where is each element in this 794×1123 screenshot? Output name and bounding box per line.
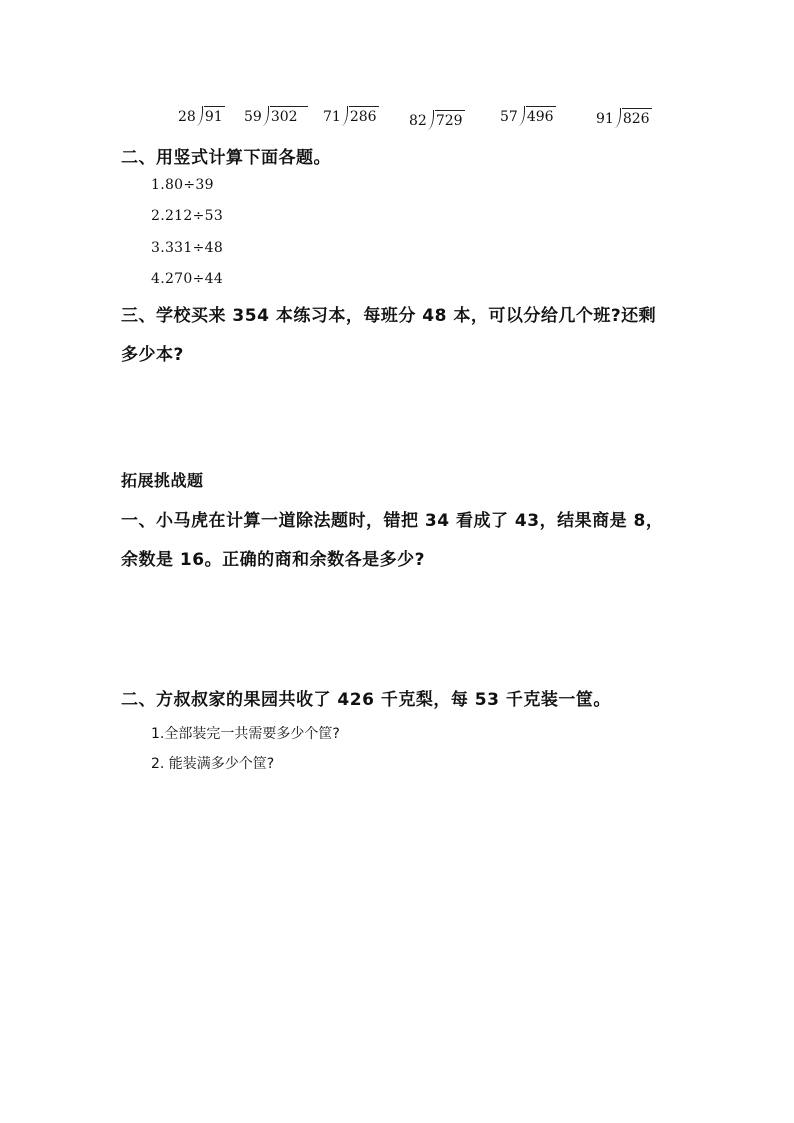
division-bracket (341, 106, 348, 126)
sub-question: 2. 能装满多少个筐? (151, 756, 275, 772)
division-bracket (427, 110, 434, 130)
word-problem-line: 三、学校买来 354 本练习本，每班分 48 本，可以分给几个班?还剩 (121, 306, 657, 326)
calc-item: 1.80÷39 (151, 177, 214, 193)
dividend: 496 (526, 106, 556, 127)
section-heading: 二、用竖式计算下面各题。 (121, 148, 331, 168)
long-division-problem (596, 108, 652, 130)
divisor: 91 (596, 111, 614, 127)
calc-item: 4.270÷44 (151, 271, 224, 287)
word-problem-line: 多少本? (121, 345, 184, 365)
division-bracket (518, 106, 525, 126)
calc-item: 2.212÷53 (151, 208, 224, 224)
long-division-problem (244, 106, 308, 128)
long-division-problem (409, 110, 465, 132)
divisor: 71 (323, 109, 341, 125)
divisor: 82 (409, 113, 427, 129)
division-bracket (196, 106, 203, 126)
divisor: 57 (500, 109, 518, 125)
word-problem-line: 一、小马虎在计算一道除法题时，错把 34 看成了 43，结果商是 8， (121, 511, 664, 531)
dividend: 91 (204, 106, 225, 127)
divisor: 59 (244, 109, 262, 125)
divisor: 28 (178, 109, 196, 125)
long-division-problem (500, 106, 556, 128)
calc-item: 3.331÷48 (151, 240, 224, 256)
division-bracket (262, 106, 269, 126)
dividend: 286 (349, 106, 379, 127)
section-title: 拓展挑战题 (121, 471, 204, 490)
dividend: 729 (435, 110, 465, 131)
word-problem-line: 二、方叔叔家的果园共收了 426 千克梨，每 53 千克装一筐。 (121, 690, 611, 710)
sub-question: 1.全部装完一共需要多少个筐? (151, 726, 340, 742)
long-division-problem (178, 106, 225, 128)
division-bracket (614, 108, 621, 128)
dividend: 826 (622, 108, 652, 129)
word-problem-line: 余数是 16。正确的商和余数各是多少? (121, 550, 425, 570)
long-division-problem (323, 106, 379, 128)
dividend: 302 (270, 106, 308, 127)
